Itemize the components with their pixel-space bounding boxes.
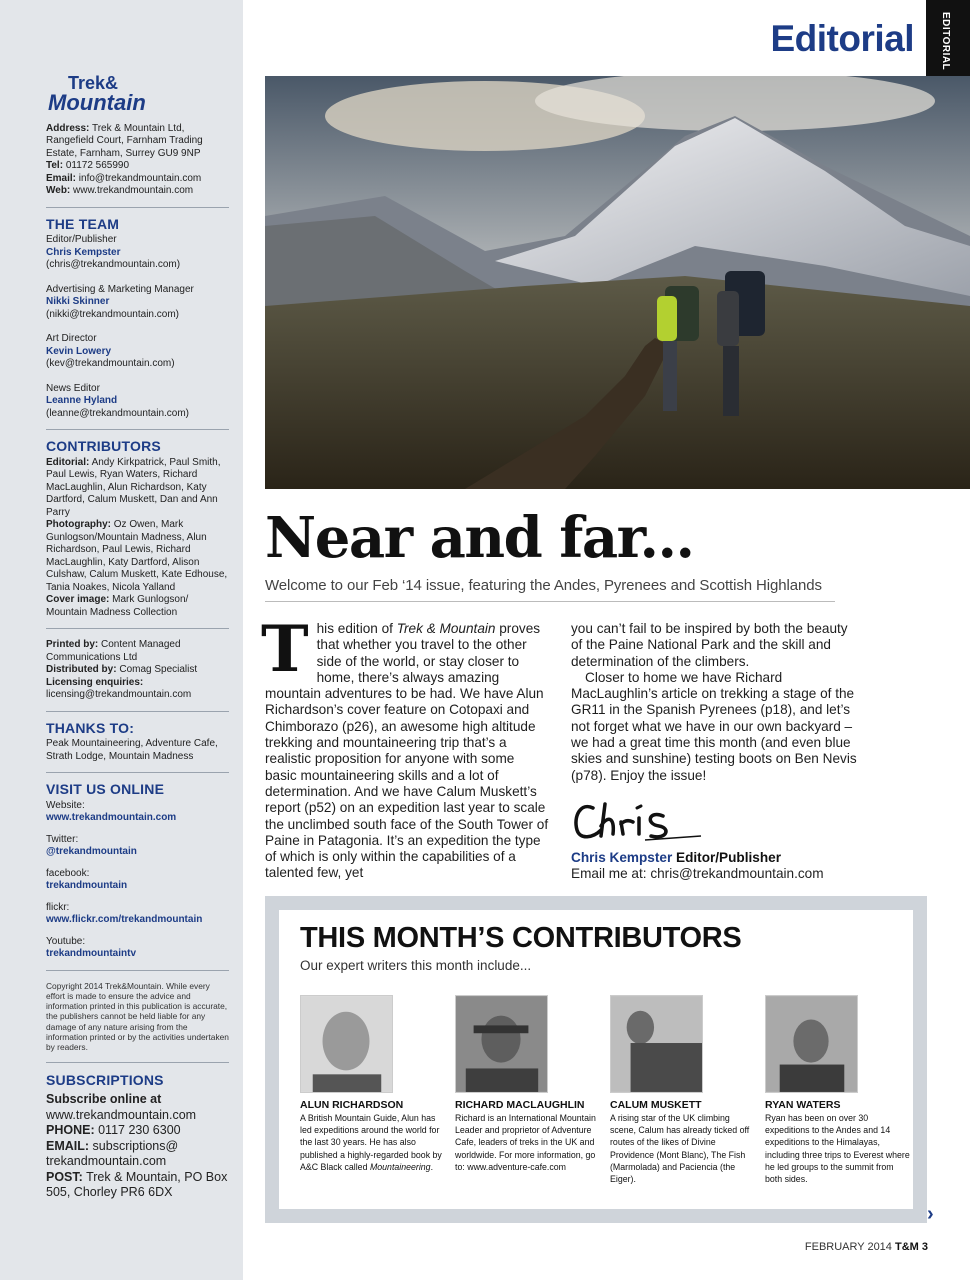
print-credits: Printed by: Content Managed Communications Ltd Distributed by: Comag Specialist Licensing enquiries: licensing@trekandmountain.com [46,628,229,702]
contributors-box [265,896,927,1223]
article-column-2 [571,621,859,784]
contributors-title: THIS MONTH’S CONTRIBUTORS [300,922,742,954]
editor-email-link[interactable]: Email me at: chris@trekandmountain.com [571,866,824,882]
online-link-website: Website: www.trekandmountain.com [46,799,177,823]
section-tab: EDITORIAL [926,0,970,76]
page-folio: FEBRUARY 2014 T&M 3 [804,1241,928,1253]
contributor-card: CALUM MUSKETT A rising star of the UK climbing scene, Calum has already ticked off routes of the likes of Divine Providence (Mont Blanc), The Fish (Marmolada) and Paciencia (the Eiger). [610,995,765,1185]
contributor-card: RYAN WATERS Ryan has been on over 30 expeditions to the Andes and 14 expeditions to the Himalayas, including three trips to Everest where he led groups to the summit from both sides. [765,995,920,1185]
contributor-photo [765,995,858,1093]
contributors-heading: CONTRIBUTORS [46,438,161,454]
online-link-facebook: facebook: trekandmountain [46,867,128,891]
drop-cap: T [261,612,309,687]
thanks-heading: THANKS TO: [46,719,135,736]
contributor-card: ALUN RICHARDSON A British Mountain Guide, Alun has led expeditions around the world for the last 30 years. He has also published a highly-regarded book by A&C Black called Mountaineering. [300,995,455,1185]
licensing-email-link[interactable]: licensing@trekandmountain.com [46,689,192,700]
visit-heading: VISIT US ONLINE [46,781,165,797]
copyright-notice: Copyright 2014 Trek&Mountain. While every effort is made to ensure the advice and information printed in this publication is accurate, the publishers cannot be held liable for any damage of any nature arising from the information printed or by the activities undertaken by readers. [46,970,229,1053]
masthead-sidebar [0,0,243,1280]
next-page-arrow-icon[interactable]: › [927,1203,934,1225]
contact-email-link[interactable]: info@trekandmountain.com [78,172,202,184]
team-email-link[interactable]: (leanne@trekandmountain.com) [46,407,190,419]
thanks-section: THANKS TO: Peak Mountaineering, Adventure Cafe, Strath Lodge, Mountain Madness [46,711,229,764]
team-heading: THE TEAM [46,215,120,232]
website-link[interactable]: www.trekandmountain.com [73,185,194,196]
subscriptions-email-link[interactable]: subscriptions@ trekandmountain.com [46,1138,179,1169]
visit-online-section [46,772,229,961]
contributor-photo [455,995,548,1093]
address-block: Address: Trek & Mountain Ltd, Rangefield Court, Farnham Trading Estate, Farnham, Surrey GU9 9NP Tel: 01172 565990 Email: info@trekandmountain.com Web: www.trekandmountain.com [46,122,203,196]
paragraph: you can’t fail to be inspired by both the beauty of the Paine National Park and the skill and determination of the climbers. [571,621,848,669]
team-email-link[interactable]: (kev@trekandmountain.com) [46,358,175,369]
contributors-credits: CONTRIBUTORS Editorial: Andy Kirkpatrick, Paul Smith, Paul Lewis, Ryan Waters, Richard MacLaughlin, Alun Richardson, Katy Dartford, Calum Muskett, Dan and Ann Parry Photography: Oz Owen, Mark Gunlogson/Mountain Madness, Alun Richardson, Paul Lewis, Richard MacLaughlin, Katy Dartford, Alison Culshaw, Calum Muskett, Kate Edhouse, Tania Noakes, Nicola Yalland Cover image: Mark Gunlogson/ Mountain Madness Collection [46,429,229,619]
team-member: Art Director Kevin Lowery (kev@trekandmountain.com) [46,333,229,371]
subscriptions-section: SUBSCRIPTIONS Subscribe online at www.trekandmountain.com PHONE: 0117 230 6300 EMAIL: subscriptions@ trekandmountain.com POST: Trek & Mountain, PO Box 505, Chorley PR6 6DX [46,1062,229,1201]
online-link-twitter: Twitter: @trekandmountain [46,833,137,857]
editor-byline: Chris Kempster Editor/Publisher Email me at: chris@trekandmountain.com [571,850,824,882]
contributors-subtitle: Our expert writers this month include... [300,958,532,973]
subscriptions-heading: SUBSCRIPTIONS [46,1071,164,1088]
online-link-flickr: flickr: www.flickr.com/trekandmountain [46,901,203,925]
subscribe-link[interactable]: www.trekandmountain.com [46,1107,197,1122]
team-section [46,207,229,421]
svg-text:Trek&: Trek& [68,73,119,93]
article-standfirst: Welcome to our Feb ‘14 issue, featuring the Andes, Pyrenees and Scottish Highlands [265,577,822,594]
team-member: News Editor Leanne Hyland (leanne@trekandmountain.com) [46,383,229,421]
contributor-photo [610,995,703,1093]
contributor-photo [300,995,393,1093]
section-title: Editorial [770,18,914,59]
team-member: Editor/Publisher Chris Kempster (chris@trekandmountain.com) [46,234,229,272]
contributors-list [300,995,920,1185]
team-email-link[interactable]: (chris@trekandmountain.com) [46,259,181,270]
contributor-card: RICHARD MACLAUGHLIN Richard is an International Mountain Leader and proprietor of Adventure Cafe, leaders of treks in the UK and worldwide. For more information, go to: www.adventure-cafe.com [455,995,610,1185]
trek-and-mountain-logo [46,72,170,112]
paragraph: Closer to home we have Richard MacLaughlin’s article on trekking a stage of the GR11 in the Spanish Pyrenees (p18), and let’s not forget what we have in our own backyard – we had a great time this month (and even blue skies and sunshine) testing boots on Ben Nevis (p78). Enjoy the issue! [571,669,857,783]
divider [265,601,835,602]
article-column-1: This edition of Trek & Mountain proves that whether you travel to the other side of the world, or stay closer to home, there’s always amazing mountain adventures to be had. We have Alun Richardson’s cover feature on Cotopaxi and Chimborazo (p26), an awesome high altitude trekking and mountaineering trip that’s a realistic proposition for anyone with some basic mountaineering skills and a lot of determination. And we have Calum Muskett’s report (p52) on an expedition last year to scale the unclimbed south face of the South Tower of Paine in Patagonia. It’s an expedition the type of which is only within the capabilities of a talented few, yet [261,612,549,881]
team-email-link[interactable]: (nikki@trekandmountain.com) [46,308,179,320]
svg-text:Mountain: Mountain [48,90,146,112]
editor-signature [571,796,711,846]
online-link-youtube: Youtube: trekandmountaintv [46,935,137,959]
article-headline: Near and far... [265,505,694,571]
team-member: Advertising & Marketing Manager Nikki Skinner (nikki@trekandmountain.com) [46,284,229,322]
hero-photo-hikers-ben-nevis [265,76,970,489]
